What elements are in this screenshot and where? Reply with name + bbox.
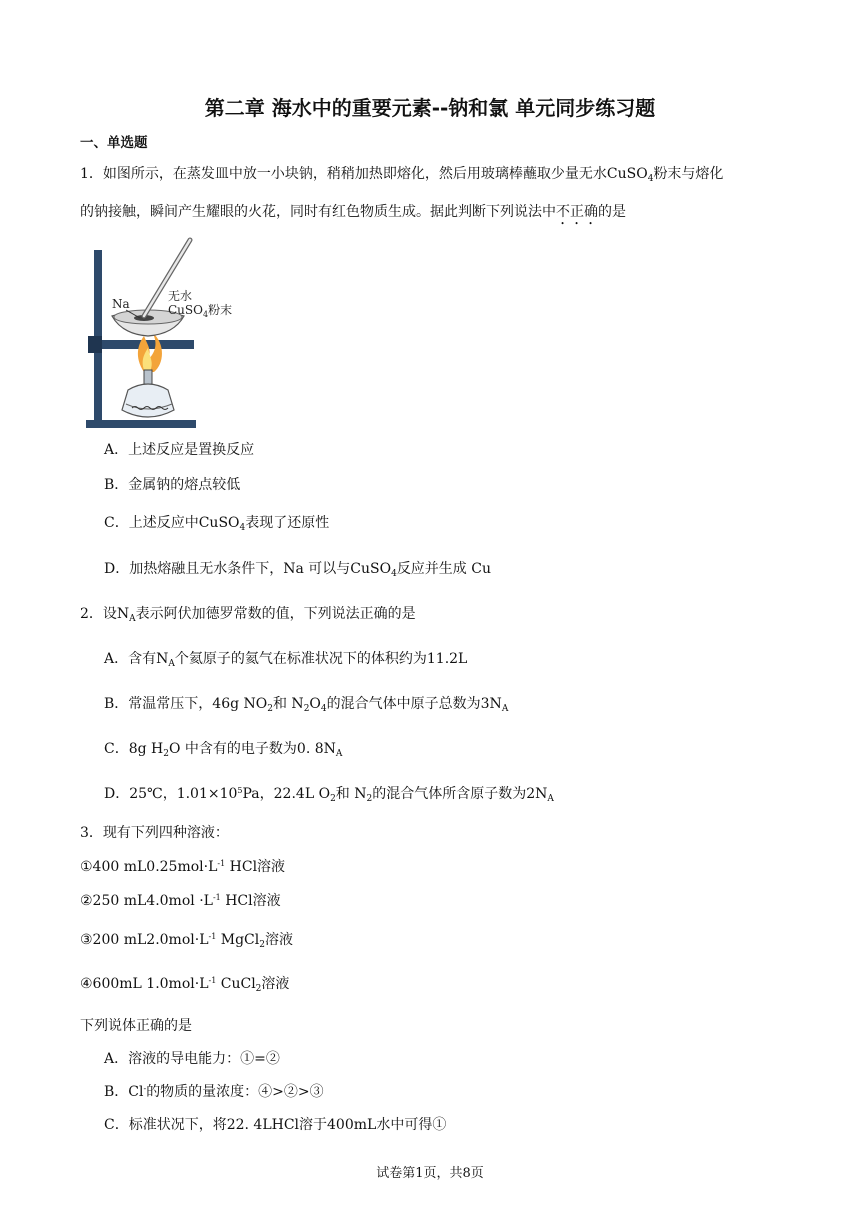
q1-option-c: C．上述反应中CuSO$_4$表现了还原性 <box>104 515 330 533</box>
q2-option-b: B．常温常压下，46g $NO_2$和 $N_2O_4$的混合气体中原子总数为$3N_A$ <box>104 696 509 714</box>
q3-prompt: 下列说体正确的是 <box>80 1018 192 1034</box>
q1-option-a: A．上述反应是置换反应 <box>104 442 255 458</box>
emphasis-not-correct: 不正确 <box>556 204 598 220</box>
q2-stem: 2．设$N_A$表示阿伏加德罗常数的值，下列说法正确的是 <box>80 606 416 624</box>
q3-solution-1: ①400 $mL0.25mol\cdot L^{-1}$ HCl溶液 <box>80 859 286 875</box>
page-footer: 试卷第1页，共8页 <box>376 1166 484 1181</box>
q3-option-b: B．Cl-的物质的量浓度：④>②>③ <box>104 1084 324 1100</box>
label-wushui: 无水 <box>168 289 193 303</box>
q2-option-c: C．8g $H_2O$ 中含有的电子数为0. $8N_A$ <box>104 741 343 759</box>
q3-option-a: A．溶液的导电能力：①=② <box>104 1051 280 1067</box>
q3-solution-4: ④600mL $1.0mol\cdot L^{-1}$ CuCl$_2$溶液 <box>80 976 290 994</box>
q3-option-c: C．标准状况下，将22. 4LHCl溶于400mL水中可得① <box>104 1117 447 1133</box>
q1-option-b: B．金属钠的熔点较低 <box>104 477 241 493</box>
q1-stem-line2: 的钠接触，瞬间产生耀眼的火花，同时有红色物质生成。据此判断下列说法中不正确的是 <box>80 204 626 220</box>
q3-solution-3: ③200 $mL2.0mol\cdot L^{-1}$ MgCl$_2$溶液 <box>80 932 293 950</box>
q1-option-d: D．加热熔融且无水条件下，Na 可以与CuSO$_4$反应并生成 Cu <box>104 561 491 579</box>
experiment-figure <box>82 232 242 430</box>
q1-stem-line1: 1．如图所示，在蒸发皿中放一小块钠，稍稍加热即熔化，然后用玻璃棒蘸取少量无水CuSO$_4$粉末与熔化 <box>80 166 724 184</box>
q3-stem: 3．现有下列四种溶液： <box>80 825 229 841</box>
q2-option-a: A．含有$N_A$个氦原子的氦气在标准状况下的体积约为11.2L <box>104 651 468 669</box>
label-na: Na <box>112 297 130 311</box>
label-cuso4: CuSO$_4$粉末 <box>168 303 233 319</box>
q3-solution-2: ②250 $mL4.0mol \cdot L^{-1}$ HCl溶液 <box>80 893 281 909</box>
page-title: 第二章 海水中的重要元素--钠和氯 单元同步练习题 <box>204 96 656 120</box>
section-heading: 一、单选题 <box>80 135 148 151</box>
q2-option-d: D．25℃，$1.01\times 10^5Pa$，22.4L $O_2$和 $N_2$的混合气体所含原子数为$2N_A$ <box>104 786 554 804</box>
